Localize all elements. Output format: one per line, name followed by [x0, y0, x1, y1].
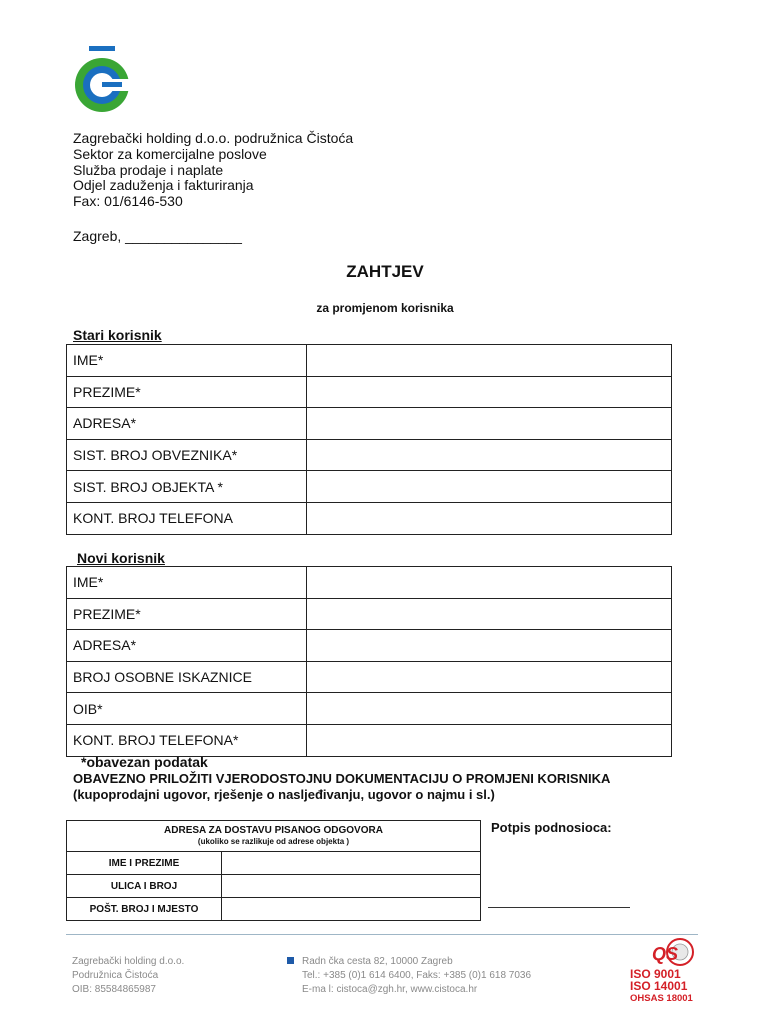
delivery-address-title: ADRESA ZA DOSTAVU PISANOG ODGOVORA: [164, 825, 383, 836]
table-row: [67, 502, 672, 534]
table-row: [67, 598, 672, 630]
table-row: [67, 898, 481, 921]
table-row: [67, 875, 481, 898]
mandatory-note: *obavezan podatak: [81, 754, 208, 770]
new-user-address-input[interactable]: [307, 630, 672, 662]
footer-line: Zagrebački holding d.o.o.: [72, 956, 185, 967]
table-row: [67, 439, 672, 471]
table-row: [67, 408, 672, 440]
field-label: KONT. BROJ TELEFONA*: [67, 724, 307, 756]
field-label: SIST. BROJ OBJEKTA *: [67, 471, 307, 503]
document-subtitle: za promjenom korisnika: [316, 301, 454, 315]
new-user-oib-input[interactable]: [307, 693, 672, 725]
old-user-address-input[interactable]: [307, 408, 672, 440]
cert-badge-text: QS: [652, 944, 679, 964]
delivery-address-subtitle: (ukoliko se razlikuje od adrese objekta ): [197, 837, 350, 846]
table-row: [67, 661, 672, 693]
table-row: [67, 567, 672, 599]
header-line: Sektor za komercijalne poslove: [73, 145, 267, 162]
cert-line: ISO 14001: [630, 979, 688, 993]
table-row: [67, 693, 672, 725]
field-label: BROJ OSOBNE ISKAZNICE: [67, 661, 307, 693]
signature-line[interactable]: [488, 906, 630, 908]
header-line: Odjel zaduženja i fakturiranja: [73, 177, 254, 194]
field-label: ADRESA*: [67, 408, 307, 440]
delivery-postcode-city-input[interactable]: [222, 898, 481, 921]
document-title: ZAHTJEV: [346, 262, 424, 281]
footer-line: E-ma l: cistoca@zgh.hr, www.cistoca.hr: [302, 984, 478, 995]
field-label: SIST. BROJ OBVEZNIKA*: [67, 439, 307, 471]
new-user-surname-input[interactable]: [307, 598, 672, 630]
field-label: KONT. BROJ TELEFONA: [67, 502, 307, 534]
old-user-object-number-input[interactable]: [307, 471, 672, 503]
field-label: IME I PREZIME: [67, 852, 222, 875]
new-user-table: [66, 566, 672, 757]
examples-note: (kupoprodajni ugovor, rješenje o nasljeđivanju, ugovor o najmu i sl.): [73, 787, 495, 802]
footer-contact: [302, 955, 531, 997]
footer-line: OIB: 85584865987: [72, 984, 156, 995]
field-label: POŠT. BROJ I MJESTO: [67, 898, 222, 921]
new-user-name-input[interactable]: [307, 567, 672, 599]
field-label: PREZIME*: [67, 598, 307, 630]
certification-badge: [624, 938, 700, 1004]
field-label: PREZIME*: [67, 376, 307, 408]
field-label: IME*: [67, 345, 307, 377]
field-label: ADRESA*: [67, 630, 307, 662]
old-user-surname-input[interactable]: [307, 376, 672, 408]
new-user-phone-input[interactable]: [307, 724, 672, 756]
header-line: Zagrebački holding d.o.o. podružnica Čistoća: [73, 130, 354, 146]
old-user-obligor-number-input[interactable]: [307, 439, 672, 471]
footer-line: Radn čka cesta 82, 10000 Zagreb: [302, 956, 453, 967]
footer-bullet-icon: [287, 957, 294, 964]
footer-line: Podružnica Čistoća: [72, 970, 159, 981]
header-line: Fax: 01/6146-530: [73, 193, 183, 210]
delivery-address-header: [67, 821, 481, 852]
old-user-heading: Stari korisnik: [73, 327, 162, 343]
header-line: Služba prodaje i naplate: [73, 161, 224, 178]
old-user-phone-input[interactable]: [307, 502, 672, 534]
table-row: [67, 345, 672, 377]
table-row: [67, 471, 672, 503]
field-label: IME*: [67, 567, 307, 599]
signature-label: Potpis podnosioca:: [491, 820, 612, 835]
delivery-address-table: [66, 820, 481, 921]
table-row: [67, 376, 672, 408]
footer-company: [72, 955, 184, 997]
notes: [73, 754, 610, 804]
instruction-note: OBAVEZNO PRILOŽITI VJERODOSTOJNU DOKUMENTACIJU O PROMJENI KORISNIKA: [73, 770, 611, 786]
table-row: [67, 724, 672, 756]
delivery-name-input[interactable]: [222, 852, 481, 875]
header-address: [73, 131, 353, 210]
footer-line: Tel.: +385 (0)1 614 6400, Faks: +385 (0)1 618 7036: [302, 970, 532, 981]
new-user-heading: Novi korisnik: [77, 550, 165, 566]
place-date-line[interactable]: Zagreb, _______________: [73, 228, 242, 244]
cistoca-logo: [72, 46, 132, 114]
new-user-id-card-input[interactable]: [307, 661, 672, 693]
old-user-table: [66, 344, 672, 535]
field-label: OIB*: [67, 693, 307, 725]
cert-line: OHSAS 18001: [630, 993, 693, 1004]
table-row: [67, 630, 672, 662]
table-row: [67, 852, 481, 875]
cert-line: ISO 9001: [630, 967, 681, 981]
old-user-name-input[interactable]: [307, 345, 672, 377]
delivery-street-input[interactable]: [222, 875, 481, 898]
footer-divider: [66, 934, 698, 935]
field-label: ULICA I BROJ: [67, 875, 222, 898]
table-header-row: [67, 821, 481, 852]
